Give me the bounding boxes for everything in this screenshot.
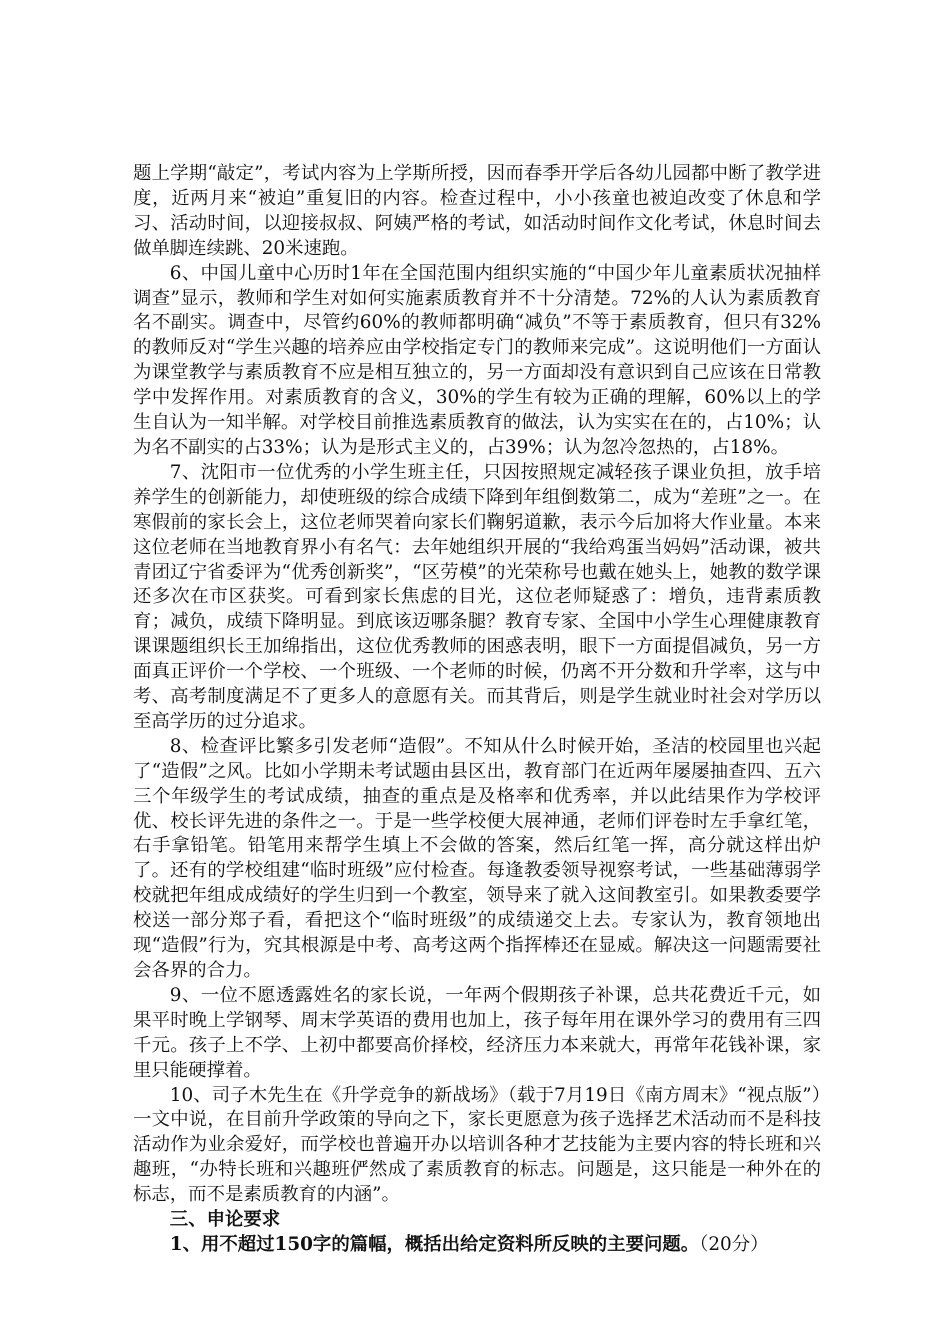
question-1 bbox=[133, 1233, 821, 1258]
paragraph-10: 10、司子木先生在《升学竞争的新战场》（载于7月19日《南方周末》“视点版”）一文中说，在目前升学政策的导向之下，家长更愿意为孩子选择艺术活动而不是科技活动作为业余爱好，而学校也普遍开办以培训各种才艺技能为主要内容的特长班和兴趣班，“办特长班和兴趣班俨然成了素质教育的标志。问题是，这只能是一种外在的标志，而不是素质教育的内涵”。 bbox=[133, 1084, 821, 1206]
question-text: 1、用不超过150字的篇幅，概括出给定资料所反映的主要问题。 bbox=[169, 1233, 700, 1255]
section-heading: 三、申论要求 bbox=[169, 1209, 281, 1231]
document-page bbox=[133, 162, 821, 1258]
paragraph-6: 6、中国儿童中心历时1年在全国范围内组织实施的“中国少年儿童素质状况抽样调查”显示，教师和学生对如何实施素质教育并不十分清楚。72%的人认为素质教育名不副实。调查中，尽管约60%的教师都明确“减负”不等于素质教育，但只有32%的教师反对“学生兴趣的培养应由学校指定专门的教师来完成”。这说明他们一方面认为课堂教学与素质教育不应是相互独立的，另一方面却没有意识到自己应该在日常教学中发挥作用。对素质教育的含义，30%的学生有较为正确的理解，60%以上的学生自认为一知半解。对学校目前推选素质教育的做法，认为实实在在的，占10%；认为名不副实的占33%；认为是形式主义的，占39%；认为忽冷忽热的，占18%。 bbox=[133, 262, 821, 458]
paragraph-continuation: 题上学期“敲定”，考试内容为上学斯所授，因而春季开学后各幼儿园都中断了教学进度，近两月来“被迫”重复旧的内容。检查过程中，小小孩童也被迫改变了休息和学习、活动时间，以迎接叔叔、阿姨严格的考试，如活动时间作文化考试，休息时间去做单脚连续跳、20米速跑。 bbox=[133, 163, 821, 259]
question-score: （20分） bbox=[699, 1233, 769, 1255]
paragraph-9: 9、一位不愿透露姓名的家长说，一年两个假期孩子补课，总共花费近千元，如果平时晚上学钢琴、周末学英语的费用也加上，孩子每年用在课外学习的费用有三四千元。孩子上不学、上初中都要高价择校，经济压力本来就大，再常年花钱补课，家里只能硬撑着。 bbox=[133, 984, 821, 1081]
paragraph-7: 7、沈阳市一位优秀的小学生班主任，只因按照规定减轻孩子课业负担，放手培养学生的创新能力，却使班级的综合成绩下降到年组倒数第二，成为“差班”之一。在寒假前的家长会上，这位老师哭着向家长们鞠躬道歉，表示今后加将大作业量。本来这位老师在当地教育界小有名气：去年她组织开展的“我给鸡蛋当妈妈”活动课，被共青团辽宁省委评为“优秀创新奖”，“区劳模”的光荣称号也戴在她头上，她教的数学课还多次在市区获奖。可看到家长焦虑的目光，这位老师疑惑了：增负，违背素质教育；减负，成绩下降明显。到底该迈哪条腿？教育专家、全国中小学生心理健康教育课课题组织长王加绵指出，这位优秀教师的困惑表明，眼下一方面提倡减负，另一方面真正评价一个学校、一个班级、一个老师的时候，仍离不开分数和升学率，这与中考、高考制度满足不了更多人的意愿有关。而其背后，则是学生就业时社会对学历以至高学历的过分追求。 bbox=[133, 461, 821, 732]
paragraph-8: 8、检查评比繁多引发老师“造假”。不知从什么时候开始，圣洁的校园里也兴起了“造假”之风。比如小学期未考试题由县区出，教育部门在近两年屡屡抽查四、五六三个年级学生的考试成绩，抽查的重点是及格率和优秀率，并以此结果作为学校评优、校长评先进的条件之一。于是一些学校便大展神通，老师们评卷时左手拿红笔，右手拿铅笔。铅笔用来帮学生填上不会做的答案，然后红笔一挥，高分就这样出炉了。还有的学校组建“临时班级”应付检查。每逢教委领导视察考试，一些基础薄弱学校就把年组成成绩好的学生归到一个教室，领导来了就入这间教室引。如果教委要学校送一部分郑子看，看把这个“临时班级”的成绩递交上去。专家认为，教育领地出现“造假”行为，究其根源是中考、高考这两个指挥棒还在显威。解决这一问题需要社会各界的合力。 bbox=[133, 735, 821, 981]
